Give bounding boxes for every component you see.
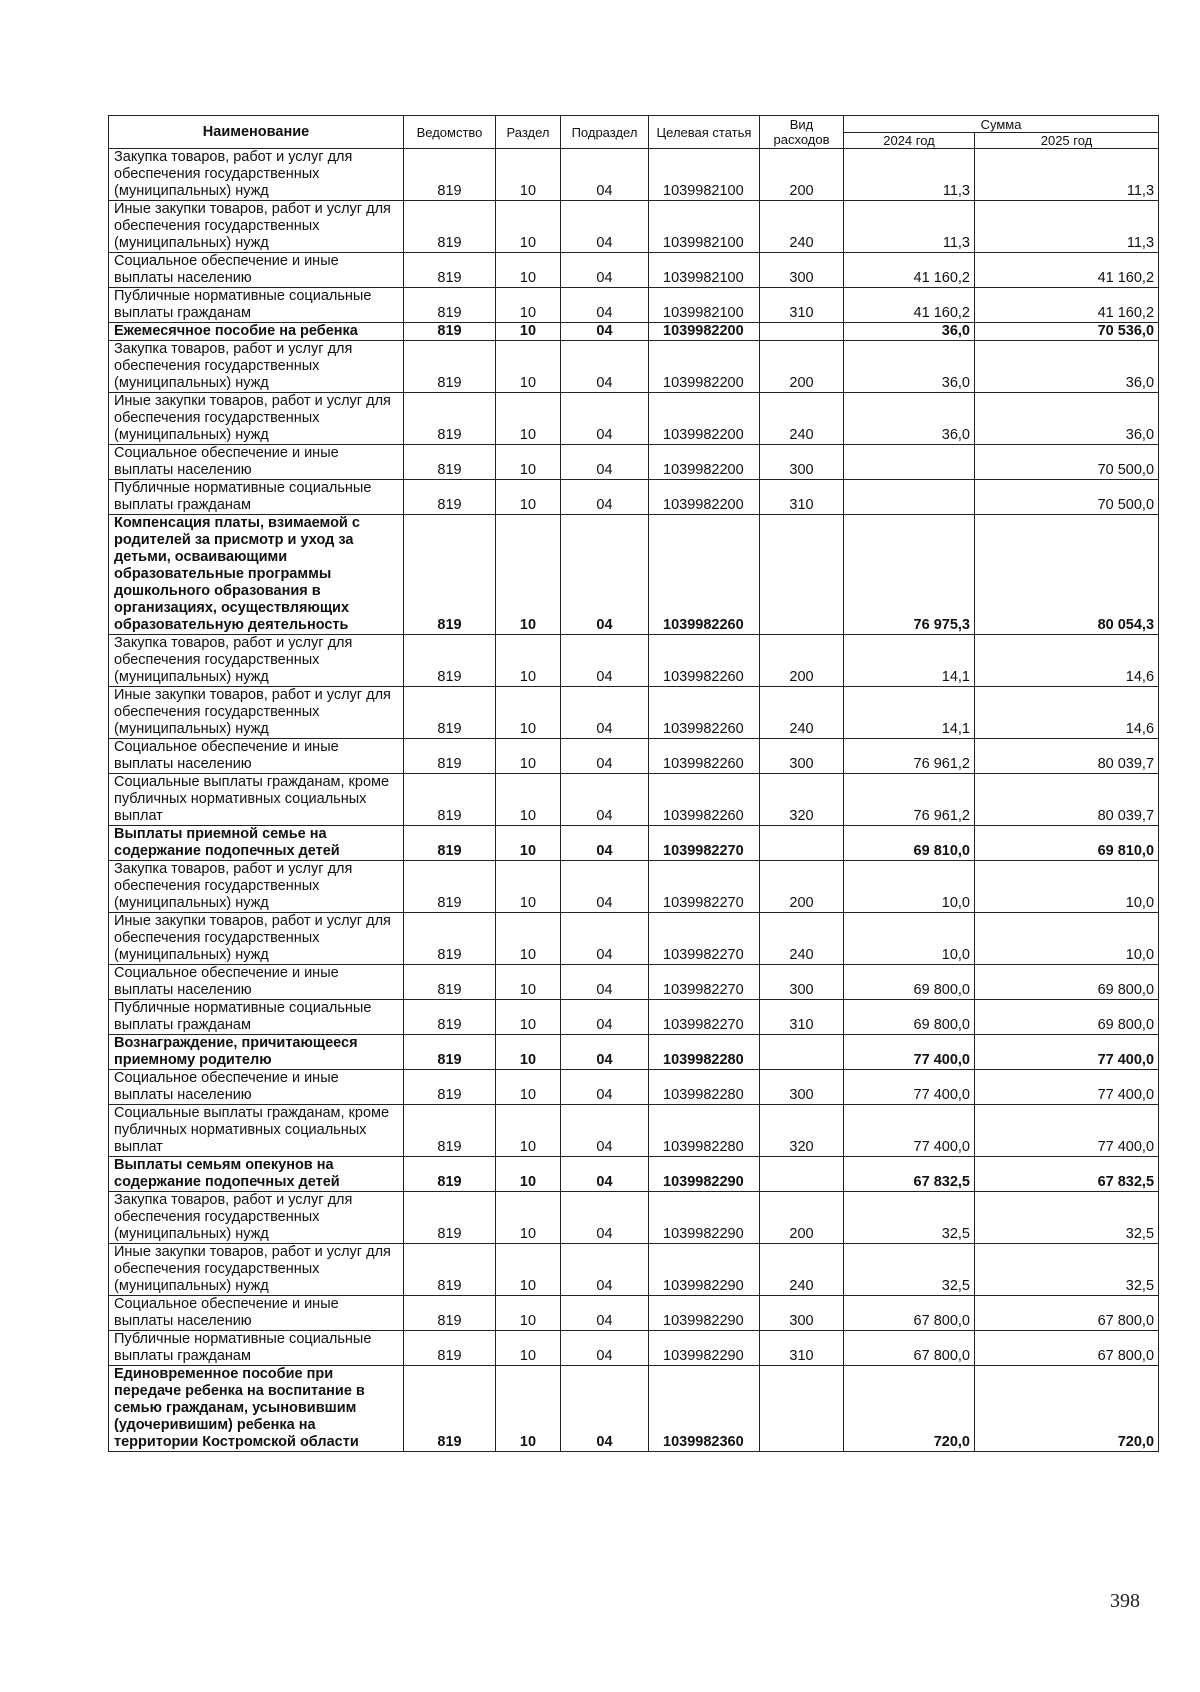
row-podrazdel: 04	[561, 774, 649, 826]
row-name: Закупка товаров, работ и услуг для обеспечения государственных (муниципальных) нужд	[109, 341, 404, 393]
row-name: Закупка товаров, работ и услуг для обеспечения государственных (муниципальных) нужд	[109, 635, 404, 687]
row-vedomstvo: 819	[404, 1070, 496, 1105]
row-sum-2024: 11,3	[844, 149, 975, 201]
row-podrazdel: 04	[561, 1366, 649, 1452]
row-vedomstvo: 819	[404, 826, 496, 861]
row-name: Выплаты семьям опекунов на содержание подопечных детей	[109, 1157, 404, 1192]
table-row	[109, 480, 1159, 515]
row-expense-type: 200	[760, 341, 844, 393]
row-razdel: 10	[496, 913, 561, 965]
row-vedomstvo: 819	[404, 253, 496, 288]
row-expense-type: 310	[760, 480, 844, 515]
row-podrazdel: 04	[561, 965, 649, 1000]
table-row	[109, 861, 1159, 913]
row-expense-type: 300	[760, 739, 844, 774]
row-target-article: 1039982290	[649, 1296, 760, 1331]
row-expense-type: 240	[760, 201, 844, 253]
row-sum-2024: 36,0	[844, 393, 975, 445]
row-podrazdel: 04	[561, 1035, 649, 1070]
row-sum-2025: 32,5	[975, 1244, 1159, 1296]
row-sum-2024: 77 400,0	[844, 1070, 975, 1105]
row-expense-type	[760, 515, 844, 635]
row-razdel: 10	[496, 1035, 561, 1070]
row-vedomstvo: 819	[404, 739, 496, 774]
row-razdel: 10	[496, 1331, 561, 1366]
row-razdel: 10	[496, 323, 561, 341]
table-row	[109, 393, 1159, 445]
row-expense-type: 200	[760, 149, 844, 201]
row-razdel: 10	[496, 445, 561, 480]
table-row	[109, 323, 1159, 341]
row-target-article: 1039982270	[649, 913, 760, 965]
row-sum-2024: 67 832,5	[844, 1157, 975, 1192]
table-row	[109, 774, 1159, 826]
row-sum-2025: 720,0	[975, 1366, 1159, 1452]
row-podrazdel: 04	[561, 826, 649, 861]
row-name: Публичные нормативные социальные выплаты гражданам	[109, 480, 404, 515]
row-podrazdel: 04	[561, 1331, 649, 1366]
row-razdel: 10	[496, 739, 561, 774]
row-podrazdel: 04	[561, 687, 649, 739]
row-name: Иные закупки товаров, работ и услуг для обеспечения государственных (муниципальных) нужд	[109, 913, 404, 965]
table-row	[109, 687, 1159, 739]
row-sum-2025: 70 500,0	[975, 445, 1159, 480]
row-name: Закупка товаров, работ и услуг для обеспечения государственных (муниципальных) нужд	[109, 1192, 404, 1244]
row-podrazdel: 04	[561, 1070, 649, 1105]
row-sum-2024: 77 400,0	[844, 1035, 975, 1070]
row-expense-type	[760, 1366, 844, 1452]
header-podrazdel: Подраздел	[561, 116, 649, 149]
row-vedomstvo: 819	[404, 635, 496, 687]
table-row	[109, 635, 1159, 687]
row-name: Вознаграждение, причитающееся приемному родителю	[109, 1035, 404, 1070]
table-row	[109, 739, 1159, 774]
row-sum-2024: 67 800,0	[844, 1331, 975, 1366]
row-podrazdel: 04	[561, 323, 649, 341]
table-row	[109, 1244, 1159, 1296]
row-sum-2025: 10,0	[975, 913, 1159, 965]
row-sum-2025: 80 039,7	[975, 739, 1159, 774]
row-target-article: 1039982260	[649, 515, 760, 635]
row-podrazdel: 04	[561, 445, 649, 480]
table-row	[109, 1105, 1159, 1157]
row-vedomstvo: 819	[404, 515, 496, 635]
row-expense-type: 310	[760, 288, 844, 323]
row-razdel: 10	[496, 515, 561, 635]
row-target-article: 1039982270	[649, 1000, 760, 1035]
row-podrazdel: 04	[561, 1105, 649, 1157]
table-row	[109, 1070, 1159, 1105]
table-row	[109, 288, 1159, 323]
row-expense-type: 300	[760, 965, 844, 1000]
header-vedomstvo: Ведомство	[404, 116, 496, 149]
row-sum-2024	[844, 480, 975, 515]
row-razdel: 10	[496, 861, 561, 913]
row-razdel: 10	[496, 826, 561, 861]
row-target-article: 1039982200	[649, 323, 760, 341]
header-row-top	[109, 116, 1159, 133]
row-razdel: 10	[496, 288, 561, 323]
row-vedomstvo: 819	[404, 774, 496, 826]
row-podrazdel: 04	[561, 913, 649, 965]
row-target-article: 1039982270	[649, 965, 760, 1000]
row-sum-2024: 41 160,2	[844, 288, 975, 323]
row-razdel: 10	[496, 687, 561, 739]
row-sum-2024: 11,3	[844, 201, 975, 253]
row-name: Социальные выплаты гражданам, кроме публичных нормативных социальных выплат	[109, 1105, 404, 1157]
row-target-article: 1039982280	[649, 1105, 760, 1157]
row-sum-2025: 14,6	[975, 635, 1159, 687]
row-name: Публичные нормативные социальные выплаты гражданам	[109, 1000, 404, 1035]
row-sum-2025: 70 536,0	[975, 323, 1159, 341]
row-razdel: 10	[496, 149, 561, 201]
row-sum-2025: 14,6	[975, 687, 1159, 739]
row-vedomstvo: 819	[404, 1244, 496, 1296]
row-target-article: 1039982260	[649, 739, 760, 774]
row-target-article: 1039982270	[649, 861, 760, 913]
row-vedomstvo: 819	[404, 1296, 496, 1331]
row-sum-2025: 69 800,0	[975, 965, 1159, 1000]
row-sum-2024: 10,0	[844, 913, 975, 965]
row-podrazdel: 04	[561, 341, 649, 393]
row-expense-type	[760, 826, 844, 861]
row-razdel: 10	[496, 1244, 561, 1296]
row-podrazdel: 04	[561, 1000, 649, 1035]
table-row	[109, 1366, 1159, 1452]
row-target-article: 1039982100	[649, 253, 760, 288]
row-expense-type: 200	[760, 1192, 844, 1244]
row-razdel: 10	[496, 253, 561, 288]
row-vedomstvo: 819	[404, 687, 496, 739]
row-razdel: 10	[496, 1000, 561, 1035]
table-row	[109, 149, 1159, 201]
row-sum-2024: 36,0	[844, 341, 975, 393]
row-vedomstvo: 819	[404, 201, 496, 253]
table-row	[109, 1035, 1159, 1070]
row-sum-2024: 69 800,0	[844, 965, 975, 1000]
header-sum: Сумма	[844, 116, 1159, 133]
row-sum-2024: 32,5	[844, 1244, 975, 1296]
row-podrazdel: 04	[561, 1296, 649, 1331]
row-vedomstvo: 819	[404, 149, 496, 201]
row-expense-type: 300	[760, 1296, 844, 1331]
row-vedomstvo: 819	[404, 1331, 496, 1366]
table-row	[109, 1296, 1159, 1331]
row-vedomstvo: 819	[404, 913, 496, 965]
row-sum-2024: 41 160,2	[844, 253, 975, 288]
row-vedomstvo: 819	[404, 965, 496, 1000]
row-sum-2025: 77 400,0	[975, 1035, 1159, 1070]
row-name: Социальные выплаты гражданам, кроме публичных нормативных социальных выплат	[109, 774, 404, 826]
row-expense-type: 300	[760, 253, 844, 288]
row-sum-2024	[844, 445, 975, 480]
header-name: Наименование	[109, 116, 404, 149]
row-sum-2024: 14,1	[844, 635, 975, 687]
row-expense-type: 310	[760, 1000, 844, 1035]
row-target-article: 1039982260	[649, 687, 760, 739]
row-podrazdel: 04	[561, 393, 649, 445]
row-name: Компенсация платы, взимаемой с родителей за присмотр и уход за детьми, осваивающими образовательные программы дошкольного образования в организациях, осуществляющих образовательную деятельность	[109, 515, 404, 635]
row-sum-2024: 10,0	[844, 861, 975, 913]
row-sum-2025: 41 160,2	[975, 288, 1159, 323]
row-sum-2024: 76 961,2	[844, 774, 975, 826]
row-name: Социальное обеспечение и иные выплаты населению	[109, 253, 404, 288]
row-sum-2025: 80 039,7	[975, 774, 1159, 826]
row-target-article: 1039982260	[649, 774, 760, 826]
row-vedomstvo: 819	[404, 861, 496, 913]
row-expense-type	[760, 1157, 844, 1192]
table-row	[109, 965, 1159, 1000]
row-name: Закупка товаров, работ и услуг для обеспечения государственных (муниципальных) нужд	[109, 861, 404, 913]
row-podrazdel: 04	[561, 288, 649, 323]
header-expense-type: Вид расходов	[760, 116, 844, 149]
row-sum-2025: 32,5	[975, 1192, 1159, 1244]
page-number: 398	[1110, 1590, 1140, 1612]
row-sum-2025: 77 400,0	[975, 1105, 1159, 1157]
row-expense-type: 240	[760, 1244, 844, 1296]
row-razdel: 10	[496, 341, 561, 393]
row-sum-2025: 67 800,0	[975, 1331, 1159, 1366]
row-podrazdel: 04	[561, 1192, 649, 1244]
row-target-article: 1039982290	[649, 1157, 760, 1192]
row-target-article: 1039982100	[649, 201, 760, 253]
row-name: Социальное обеспечение и иные выплаты населению	[109, 1070, 404, 1105]
header-razdel: Раздел	[496, 116, 561, 149]
row-vedomstvo: 819	[404, 1157, 496, 1192]
row-vedomstvo: 819	[404, 393, 496, 445]
row-target-article: 1039982200	[649, 445, 760, 480]
table-row	[109, 1157, 1159, 1192]
row-vedomstvo: 819	[404, 480, 496, 515]
row-razdel: 10	[496, 1157, 561, 1192]
row-podrazdel: 04	[561, 480, 649, 515]
row-expense-type: 240	[760, 393, 844, 445]
row-name: Иные закупки товаров, работ и услуг для обеспечения государственных (муниципальных) нужд	[109, 1244, 404, 1296]
row-podrazdel: 04	[561, 515, 649, 635]
row-razdel: 10	[496, 774, 561, 826]
row-sum-2024: 720,0	[844, 1366, 975, 1452]
row-expense-type: 320	[760, 774, 844, 826]
row-razdel: 10	[496, 1192, 561, 1244]
row-vedomstvo: 819	[404, 323, 496, 341]
row-podrazdel: 04	[561, 253, 649, 288]
row-sum-2024: 14,1	[844, 687, 975, 739]
row-sum-2024: 76 961,2	[844, 739, 975, 774]
row-expense-type: 240	[760, 687, 844, 739]
row-name: Единовременное пособие при передаче ребенка на воспитание в семью гражданам, усыновившим (удочеривишим) ребенка на территории Костромской области	[109, 1366, 404, 1452]
row-vedomstvo: 819	[404, 288, 496, 323]
row-target-article: 1039982270	[649, 826, 760, 861]
row-vedomstvo: 819	[404, 1105, 496, 1157]
row-vedomstvo: 819	[404, 341, 496, 393]
row-sum-2025: 77 400,0	[975, 1070, 1159, 1105]
row-vedomstvo: 819	[404, 1192, 496, 1244]
row-sum-2025: 67 832,5	[975, 1157, 1159, 1192]
row-razdel: 10	[496, 1105, 561, 1157]
row-sum-2024: 36,0	[844, 323, 975, 341]
row-sum-2025: 70 500,0	[975, 480, 1159, 515]
row-podrazdel: 04	[561, 1244, 649, 1296]
row-razdel: 10	[496, 1366, 561, 1452]
table-row	[109, 913, 1159, 965]
row-sum-2025: 80 054,3	[975, 515, 1159, 635]
header-year-2025: 2025 год	[975, 133, 1159, 149]
row-expense-type: 200	[760, 861, 844, 913]
row-podrazdel: 04	[561, 149, 649, 201]
row-vedomstvo: 819	[404, 1000, 496, 1035]
row-sum-2025: 67 800,0	[975, 1296, 1159, 1331]
row-name: Иные закупки товаров, работ и услуг для обеспечения государственных (муниципальных) нужд	[109, 393, 404, 445]
row-sum-2025: 10,0	[975, 861, 1159, 913]
table-row	[109, 1000, 1159, 1035]
row-razdel: 10	[496, 393, 561, 445]
row-target-article: 1039982280	[649, 1035, 760, 1070]
row-sum-2025: 11,3	[975, 149, 1159, 201]
row-podrazdel: 04	[561, 861, 649, 913]
row-sum-2024: 76 975,3	[844, 515, 975, 635]
header-year-2024: 2024 год	[844, 133, 975, 149]
row-name: Публичные нормативные социальные выплаты гражданам	[109, 288, 404, 323]
row-expense-type: 240	[760, 913, 844, 965]
row-expense-type	[760, 323, 844, 341]
row-expense-type	[760, 1035, 844, 1070]
row-target-article: 1039982200	[649, 393, 760, 445]
budget-table	[108, 115, 1159, 1452]
row-name: Иные закупки товаров, работ и услуг для обеспечения государственных (муниципальных) нужд	[109, 687, 404, 739]
row-target-article: 1039982280	[649, 1070, 760, 1105]
row-target-article: 1039982360	[649, 1366, 760, 1452]
row-target-article: 1039982200	[649, 341, 760, 393]
table-row	[109, 253, 1159, 288]
row-name: Социальное обеспечение и иные выплаты населению	[109, 739, 404, 774]
row-name: Социальное обеспечение и иные выплаты населению	[109, 445, 404, 480]
row-name: Ежемесячное пособие на ребенка	[109, 323, 404, 341]
table-body	[109, 149, 1159, 1452]
row-sum-2025: 41 160,2	[975, 253, 1159, 288]
row-expense-type: 300	[760, 445, 844, 480]
row-name: Социальное обеспечение и иные выплаты населению	[109, 1296, 404, 1331]
row-sum-2025: 69 800,0	[975, 1000, 1159, 1035]
row-podrazdel: 04	[561, 201, 649, 253]
row-target-article: 1039982290	[649, 1331, 760, 1366]
row-sum-2024: 69 800,0	[844, 1000, 975, 1035]
row-name: Социальное обеспечение и иные выплаты населению	[109, 965, 404, 1000]
row-vedomstvo: 819	[404, 445, 496, 480]
row-podrazdel: 04	[561, 1157, 649, 1192]
table-row	[109, 1331, 1159, 1366]
row-vedomstvo: 819	[404, 1035, 496, 1070]
row-expense-type: 320	[760, 1105, 844, 1157]
row-sum-2025: 36,0	[975, 393, 1159, 445]
row-razdel: 10	[496, 1070, 561, 1105]
table-row	[109, 341, 1159, 393]
table-row	[109, 515, 1159, 635]
row-razdel: 10	[496, 635, 561, 687]
row-sum-2025: 36,0	[975, 341, 1159, 393]
row-name: Выплаты приемной семье на содержание подопечных детей	[109, 826, 404, 861]
row-target-article: 1039982290	[649, 1192, 760, 1244]
row-target-article: 1039982260	[649, 635, 760, 687]
row-sum-2024: 32,5	[844, 1192, 975, 1244]
table-row	[109, 201, 1159, 253]
row-podrazdel: 04	[561, 635, 649, 687]
row-podrazdel: 04	[561, 739, 649, 774]
row-expense-type: 300	[760, 1070, 844, 1105]
row-sum-2025: 69 810,0	[975, 826, 1159, 861]
row-sum-2024: 67 800,0	[844, 1296, 975, 1331]
row-name: Закупка товаров, работ и услуг для обеспечения государственных (муниципальных) нужд	[109, 149, 404, 201]
row-sum-2024: 69 810,0	[844, 826, 975, 861]
row-razdel: 10	[496, 965, 561, 1000]
row-razdel: 10	[496, 480, 561, 515]
row-target-article: 1039982100	[649, 288, 760, 323]
row-razdel: 10	[496, 1296, 561, 1331]
table-row	[109, 1192, 1159, 1244]
row-name: Публичные нормативные социальные выплаты гражданам	[109, 1331, 404, 1366]
row-name: Иные закупки товаров, работ и услуг для обеспечения государственных (муниципальных) нужд	[109, 201, 404, 253]
table-row	[109, 826, 1159, 861]
row-razdel: 10	[496, 201, 561, 253]
row-expense-type: 310	[760, 1331, 844, 1366]
row-target-article: 1039982200	[649, 480, 760, 515]
row-target-article: 1039982290	[649, 1244, 760, 1296]
row-sum-2024: 77 400,0	[844, 1105, 975, 1157]
row-target-article: 1039982100	[649, 149, 760, 201]
row-sum-2025: 11,3	[975, 201, 1159, 253]
row-vedomstvo: 819	[404, 1366, 496, 1452]
table-row	[109, 445, 1159, 480]
row-expense-type: 200	[760, 635, 844, 687]
header-target-article: Целевая статья	[649, 116, 760, 149]
